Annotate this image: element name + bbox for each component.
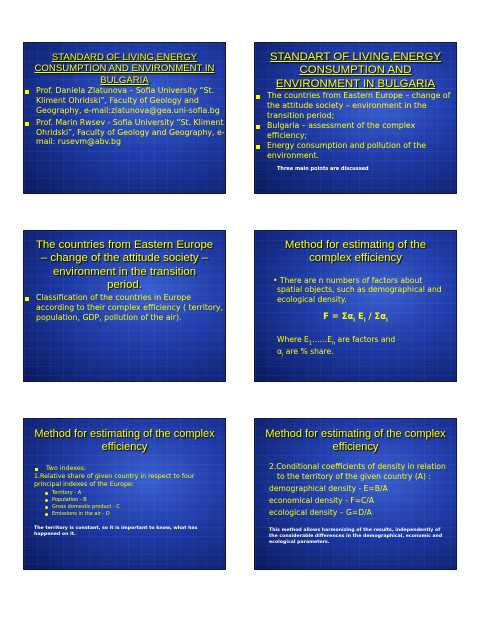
slide-title: Method for estimating of the complex efficiency (265, 428, 446, 453)
slide-4 (254, 230, 457, 382)
slide-note: The territory is constant, so it is important to know, what has happened on it. (34, 525, 198, 537)
formula: $F = \Sigma\alpha_i$ $E_i / \Sigma\alpha_i$ (323, 311, 388, 325)
bullet-item: Bulgaria – assessment of the complex efficiency; (255, 121, 456, 141)
slide-note: Three main points are discussed (277, 166, 369, 173)
slide-1 (23, 42, 226, 194)
slide-5 (23, 418, 226, 570)
formula-legend: Where $E_1\dots\dots E_n$ are factors and $\alpha_i$ are % share. (277, 335, 396, 359)
bullet-list (255, 91, 456, 161)
slide-body (255, 454, 456, 518)
slide-title: STANDART OF LIVING,ENERGY CONSUMPTION AND ENVIRONMENT IN BULGARIA (270, 51, 441, 90)
author-item: Prof. Daniela Zlatunova – Sofia University “St. Kliment Ohridski”, Faculty of Geology and Geography, e-mail:zlatunova@gea.uni-sofia.bg (24, 86, 225, 116)
slide-2 (254, 42, 457, 194)
coefficients-description: 2.Conditional coefficients of density in relation to the territory of the given country (A) : (269, 461, 446, 481)
index-item: Gross domestic product - C (44, 504, 219, 511)
density-line: demographical density - E=B/A (269, 483, 388, 493)
density-line: ecological density – G=D/A (269, 508, 372, 517)
slide-body (24, 454, 225, 518)
index-list (34, 490, 219, 518)
slide-note: This method allows harmonizing of the results, independently of the considerable differences in the demographical, economic and ecological parameters. (269, 528, 443, 546)
author-email: e-mail: rusevm@abv.bg (36, 127, 225, 147)
slide-6 (254, 418, 457, 570)
bullet-item: Classification of the countries in Europe according to their complex efficiency ( territory, population, GDP, pollution of the air). (24, 293, 225, 323)
author-list (24, 86, 225, 147)
index-item: Population - B (44, 497, 219, 504)
slide-title: Method for estimating of the complex efficiency (284, 239, 427, 265)
slide-title: The countries from Eastern Europe – change of the attitude society – environment in the transition period. (35, 239, 214, 292)
bullet-item: Two indexes: (34, 465, 219, 473)
author-item: Prof. Marin Rwsev - Sofia University “St. Kliment Ohridski”, Faculty of Geology and Geography, e-mail: rusevm@abv.bg (24, 118, 225, 148)
index-item: Territory - A (44, 490, 219, 497)
slide-intro: • There are n numbers of factors about spatial objects, such as demographical and ecological density. (273, 275, 442, 304)
slide-title: STANDARD OF LIVING,ENERGY CONSUMPTION AND ENVIRONMENT IN BULGARIA (34, 52, 215, 86)
bullet-list (34, 465, 219, 473)
index-item: Emissions in the air - D (44, 511, 219, 518)
density-line: economical density - F=C/A (269, 495, 375, 505)
bullet-list (24, 293, 225, 323)
slide-title: Method for estimating of the complex efficiency (34, 428, 215, 453)
bullet-item: The countries from Eastern Europe – change of the attitude society – environment in the transition period; (255, 91, 456, 121)
slide-3 (23, 230, 226, 382)
bullet-item: Energy consumption and pollution of the environment. (255, 141, 456, 161)
index-description: 1.Relative share of given country in respect to four principal indexes of the Europe: (34, 472, 195, 488)
author-email: e-mail:zlatunova@gea.uni-sofia.bg (84, 105, 220, 115)
